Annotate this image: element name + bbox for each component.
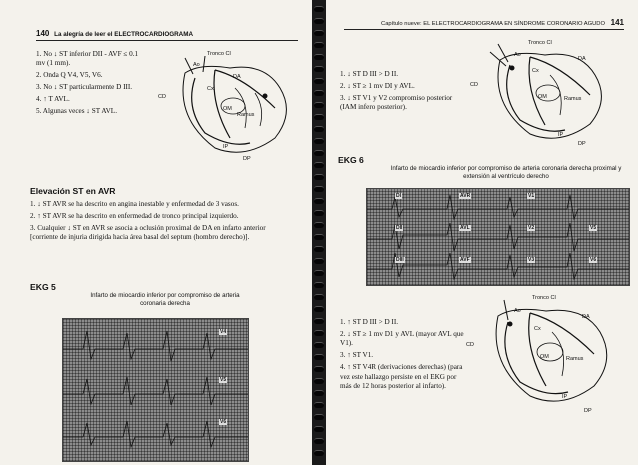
binding-coil — [314, 390, 324, 396]
binding-coil — [314, 90, 324, 96]
ekg6-strip — [366, 188, 630, 286]
binding-coil — [314, 330, 324, 336]
binding-coil — [314, 210, 324, 216]
binding-coil — [314, 66, 324, 72]
label-ao: Ao — [514, 308, 521, 314]
label-ramus: Ramus — [564, 96, 582, 102]
label-tronco: Tronco CI — [532, 295, 556, 301]
criteria-list-right-bottom — [340, 318, 465, 394]
binding-coil — [314, 270, 324, 276]
left-page-running-title: La alegría de leer el ELECTROCARDIOGRAMA — [54, 31, 194, 38]
binding-coil — [314, 198, 324, 204]
binding-coil — [314, 354, 324, 360]
criteria-list-right-top — [340, 70, 460, 115]
label-ao: Ao — [193, 62, 200, 68]
left-page-number: 140 — [36, 29, 50, 38]
criteria-item: 2. Onda Q V4, V5, V6. — [36, 71, 103, 80]
avr-item: 2. ↑ ST AVR se ha descrito en enfermedad de tronco principal izquierdo. — [30, 211, 239, 220]
label-om: OM — [223, 106, 232, 112]
binding-coil — [314, 222, 324, 228]
spiral-binding — [312, 0, 326, 465]
binding-coil — [314, 246, 324, 252]
binding-coil — [314, 366, 324, 372]
left-page — [0, 0, 312, 465]
label-om: OM — [540, 354, 549, 360]
label-ao: Ao — [514, 52, 521, 58]
binding-coil — [314, 150, 324, 156]
binding-coil — [314, 426, 324, 432]
label-tronco: Tronco CI — [207, 51, 231, 57]
label-cx: Cx — [534, 326, 541, 332]
binding-coil — [314, 102, 324, 108]
ekg6-lead-label: AVL — [460, 225, 470, 231]
binding-coil — [314, 378, 324, 384]
label-cd: CD — [466, 342, 474, 348]
ekg6-lead-label: DI — [396, 193, 401, 199]
binding-coil — [314, 138, 324, 144]
binding-coil — [314, 162, 324, 168]
right-page — [326, 0, 638, 465]
binding-coil — [314, 18, 324, 24]
label-dp: DP — [578, 141, 586, 147]
chapter-title: Capítulo nueve: EL ELECTROCARDIOGRAMA EN SÍNDROME CORONARIO AGUDO — [381, 21, 606, 27]
binding-coil — [314, 186, 324, 192]
criteria-item: 4. ↑ T AVL. — [36, 95, 70, 104]
binding-coil — [314, 30, 324, 36]
ekg5-lead-label: V5 — [220, 377, 227, 383]
coronary-heart-diagram — [155, 48, 300, 163]
left-page-header — [36, 29, 298, 41]
criteria-list-left — [36, 50, 146, 119]
binding-coil — [314, 438, 324, 444]
label-om: OM — [538, 94, 547, 100]
ekg6-lead-label: V3 — [528, 257, 535, 263]
avr-item: 1. ↓ ST AVR se ha descrito en angina inestable y enfermedad de 3 vasos. — [30, 200, 239, 208]
criteria-item: 4. ↑ ST V4R (derivaciones derechas) (para vez este hallazgo persiste en el EKG por más de 12 horas posterior al infarto). — [340, 363, 463, 390]
coronary-heart-diagram — [468, 38, 618, 148]
label-dp: DP — [243, 156, 251, 162]
binding-coil — [314, 114, 324, 120]
binding-coil — [314, 126, 324, 132]
occlusion-marker — [263, 94, 268, 99]
label-ramus: Ramus — [237, 112, 255, 118]
label-ip: IP — [223, 144, 229, 150]
criteria-item: 3. ↓ ST V1 y V2 compromiso posterior (IAM infero posterior). — [340, 93, 453, 112]
label-ip: IP — [558, 132, 564, 138]
ekg6-lead-label: DIII — [396, 257, 404, 263]
binding-coil — [314, 258, 324, 264]
criteria-item: 1. ↓ ST D III > D II. — [340, 70, 399, 78]
avr-item: 3. Cualquier ↓ ST en AVR se asocia a oclusión proximal de DA en infarto anterior [corriente de injuria dirigida hacia área basal del septum (hombro derecho)]. — [30, 223, 266, 242]
ekg6-lead-label: AVR — [460, 193, 471, 199]
binding-coil — [314, 234, 324, 240]
ekg5-lead-label: V6 — [220, 419, 227, 425]
binding-coil — [314, 318, 324, 324]
binding-coil — [314, 414, 324, 420]
ekg5-label: EKG 5 — [30, 282, 56, 292]
criteria-item: 1. No ↓ ST inferior DII - AVF ≤ 0.1 mv (1 mm). — [36, 50, 139, 68]
ekg5-lead-label: V4 — [220, 329, 227, 335]
occlusion-marker — [510, 66, 515, 71]
binding-coil — [314, 54, 324, 60]
label-dp: DP — [584, 408, 592, 414]
ekg6-lead-label: DII — [396, 225, 403, 231]
ekg6-lead-label: V1 — [528, 193, 535, 199]
occlusion-marker — [508, 322, 513, 327]
binding-coil — [314, 174, 324, 180]
binding-coil — [314, 42, 324, 48]
ekg5-caption: Infarto de miocardio inferior por compromiso de arteria coronaria derecha — [90, 292, 240, 307]
binding-coil — [314, 342, 324, 348]
label-cd: CD — [470, 82, 478, 88]
ekg6-lead-label: AVF — [460, 257, 470, 263]
label-da: DA — [233, 74, 241, 80]
criteria-item: 1. ↑ ST D III > D II. — [340, 318, 399, 326]
ekg6-lead-label: V6 — [590, 257, 597, 263]
binding-coil — [314, 282, 324, 288]
binding-coil — [314, 294, 324, 300]
binding-coil — [314, 402, 324, 408]
label-cx: Cx — [532, 68, 539, 74]
binding-coil — [314, 450, 324, 456]
section-title-avr: Elevación ST en AVR — [30, 186, 116, 196]
criteria-item: 5. Algunas veces ↓ ST AVL. — [36, 107, 117, 116]
label-da: DA — [578, 56, 586, 62]
ekg6-lead-label: V5 — [590, 225, 597, 231]
label-da: DA — [582, 314, 590, 320]
label-tronco: Tronco CI — [528, 40, 552, 46]
criteria-item: 2. ↓ ST ≥ 1 mv DI y AVL. — [340, 81, 415, 90]
right-page-header — [344, 18, 624, 30]
ekg6-lead-label: V2 — [528, 225, 535, 231]
criteria-item: 3. ↑ ST V1. — [340, 351, 374, 360]
label-ip: IP — [562, 394, 568, 400]
binding-coil — [314, 78, 324, 84]
label-cx: Cx — [207, 86, 214, 92]
binding-coil — [314, 6, 324, 12]
binding-coil — [314, 306, 324, 312]
ekg6-label: EKG 6 — [338, 155, 364, 165]
avr-list — [30, 200, 292, 245]
ekg6-trace — [367, 189, 629, 285]
criteria-item: 3. No ↓ ST particularmente D III. — [36, 83, 133, 92]
coronary-heart-diagram — [464, 292, 624, 417]
label-ramus: Ramus — [566, 356, 584, 362]
label-cd: CD — [158, 94, 166, 100]
ekg5-strip — [62, 318, 249, 462]
right-page-number: 141 — [610, 18, 624, 27]
ekg5-trace — [63, 319, 248, 461]
criteria-item: 2. ↓ ST ≥ 1 mv D1 y AVL (mayor AVL que V1). — [340, 329, 464, 348]
ekg6-caption: Infarto de miocardio inferior por compromiso de arteria coronaria derecha proximal y extensión al ventrículo derecho — [390, 165, 622, 180]
